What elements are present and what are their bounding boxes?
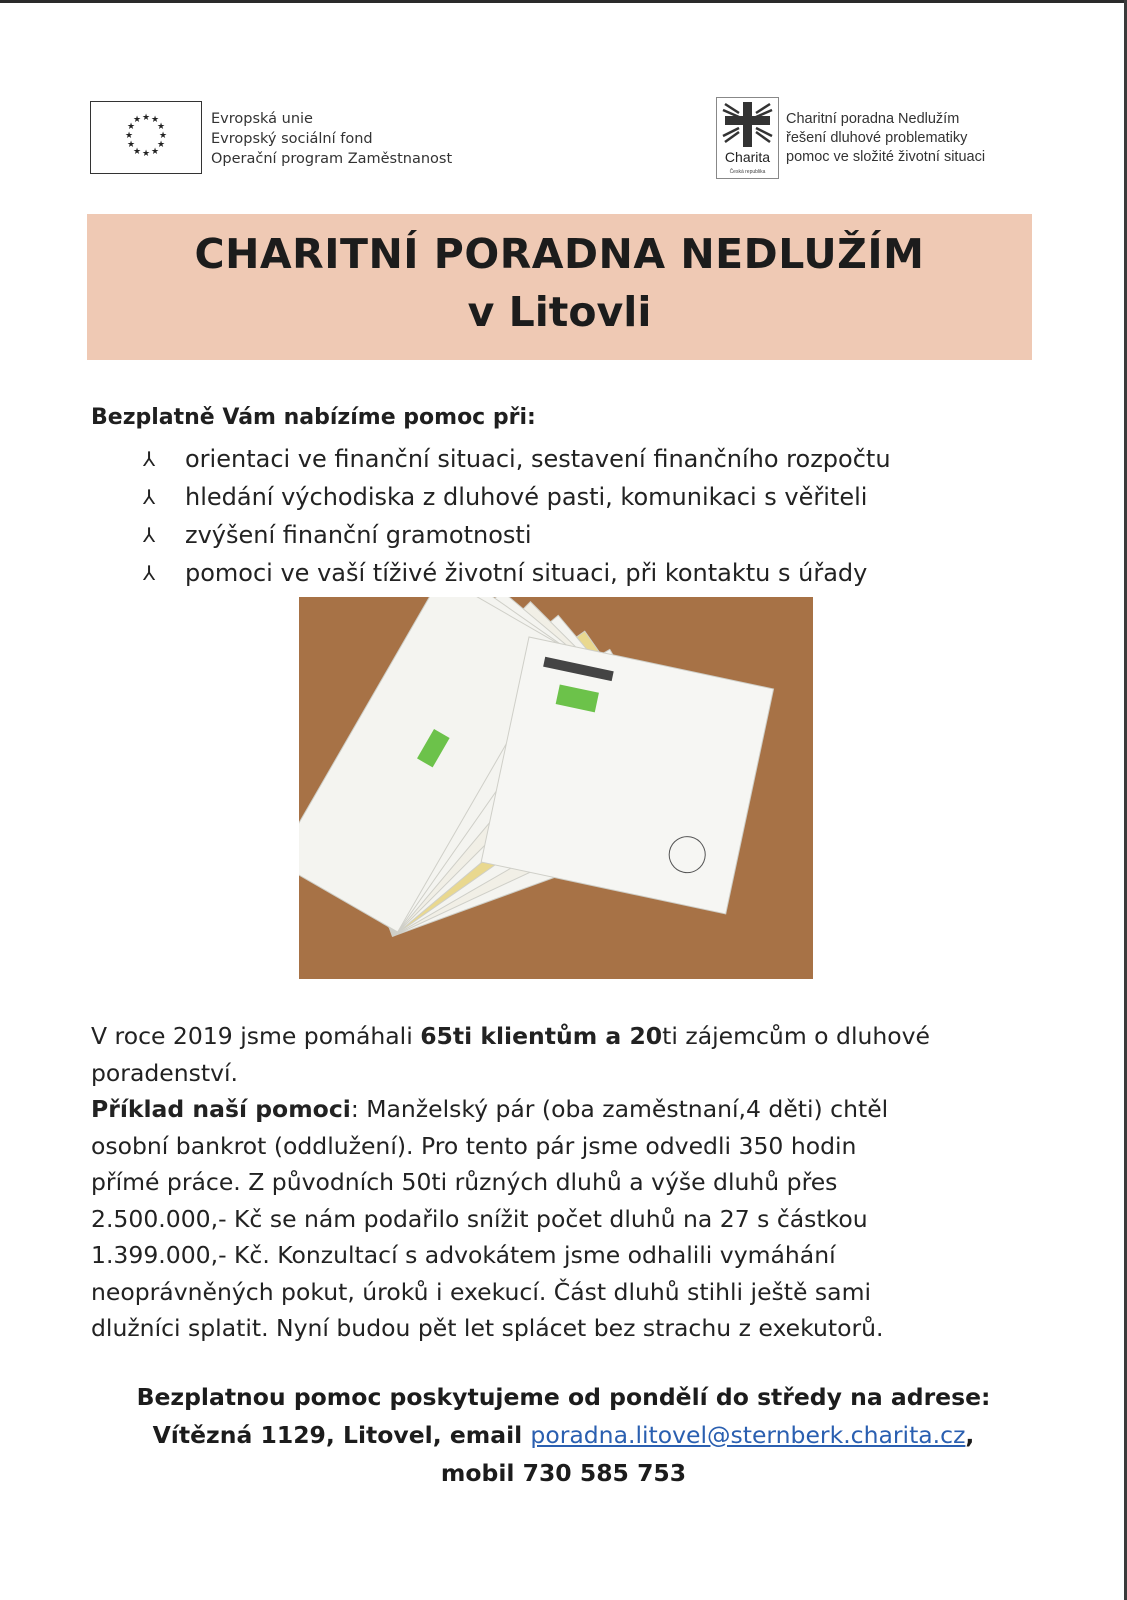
charita-description <box>786 110 985 167</box>
example-text: neoprávněných pokut, úroků i exekucí. Část dluhů stihli ještě sami <box>91 1277 871 1306</box>
svg-text:★: ★ <box>126 140 136 150</box>
eu-flag-logo <box>90 101 202 174</box>
triskelion-bullet-icon: ⅄ <box>143 561 156 585</box>
stats-text: ti zájemcům o dluhové <box>662 1022 931 1050</box>
svg-text:★: ★ <box>124 131 134 141</box>
example-text: 2.500.000,- Kč se nám podařilo snížit počet dluhů na 27 s částkou <box>91 1204 868 1233</box>
svg-text:★: ★ <box>126 122 136 132</box>
eu-line: Evropská unie <box>211 111 313 127</box>
example-text: přímé práce. Z původních 50ti různých dluhů a výše dluhů přes <box>91 1168 838 1196</box>
svg-text:★: ★ <box>156 122 166 132</box>
page-title: CHARITNÍ PORADNA NEDLUŽÍM <box>194 230 925 278</box>
eu-line: Evropský sociální fond <box>211 131 373 147</box>
svg-text:★: ★ <box>132 115 142 125</box>
contact-address <box>0 1416 1127 1454</box>
list-item <box>143 440 891 478</box>
svg-text:★: ★ <box>158 131 168 141</box>
charita-logo-label: Charita <box>724 149 771 165</box>
stats-paragraph <box>91 1018 1031 1091</box>
triskelion-bullet-icon: ⅄ <box>143 523 156 547</box>
charita-cross-icon <box>717 98 778 178</box>
list-item <box>143 554 891 592</box>
svg-text:★: ★ <box>156 140 166 150</box>
svg-text:★: ★ <box>150 115 160 125</box>
envelopes-photo <box>299 597 813 979</box>
list-item-text: orientaci ve finanční situaci, sestavení finančního rozpočtu <box>185 445 891 473</box>
body-text <box>91 1018 1031 1347</box>
example-text: osobní bankrot (oddlužení). Pro tento pár jsme odvedli 350 hodin <box>91 1131 857 1160</box>
email-link[interactable]: poradna.litovel@sternberk.charita.cz <box>530 1421 966 1449</box>
address-text: Vítězná 1129, Litovel, email <box>152 1421 531 1449</box>
title-banner <box>87 214 1032 360</box>
list-item-text: hledání východiska z dluhové pasti, komunikaci s věřiteli <box>185 483 868 511</box>
charita-line: pomoc ve složité životní situaci <box>786 149 986 165</box>
stats-highlight: 65ti klientům a 20 <box>420 1022 663 1050</box>
charita-logo-sublabel: Česká republika <box>729 169 766 175</box>
list-item <box>143 516 891 554</box>
svg-text:★: ★ <box>141 149 151 159</box>
triskelion-bullet-icon: ⅄ <box>143 447 156 471</box>
triskelion-bullet-icon: ⅄ <box>143 485 156 509</box>
list-item <box>143 478 891 516</box>
svg-text:★: ★ <box>141 113 151 123</box>
charita-line: Charitní poradna Nedlužím <box>786 111 960 127</box>
scan-edge-top <box>0 0 1127 3</box>
address-punct: , <box>965 1421 975 1449</box>
contact-phone: mobil 730 585 753 <box>440 1459 687 1487</box>
list-item-text: pomoci ve vaší tíživé životní situaci, při kontaktu s úřady <box>185 559 868 587</box>
benefits-list <box>143 440 891 592</box>
stats-text: poradenství. <box>91 1058 238 1087</box>
list-item-text: zvýšení finanční gramotnosti <box>185 521 532 549</box>
eu-program-text <box>211 109 452 169</box>
eu-stars-icon <box>91 102 201 172</box>
example-text: dlužníci splatit. Nyní budou pět let splácet bez strachu z exekutorů. <box>91 1314 884 1342</box>
contact-hours: Bezplatnou pomoc poskytujeme od pondělí do středy na adrese: <box>136 1383 991 1411</box>
example-text: 1.399.000,- Kč. Konzultací s advokátem jsme odhalili vymáhání <box>91 1241 836 1269</box>
contact-block <box>0 1378 1127 1492</box>
svg-text:★: ★ <box>150 147 160 157</box>
charita-line: řešení dluhové problematiky <box>786 130 968 146</box>
charita-logo <box>716 97 779 179</box>
example-label: Příklad naší pomoci <box>91 1095 351 1123</box>
svg-text:★: ★ <box>132 147 142 157</box>
stats-text: V roce 2019 jsme pomáhali <box>91 1022 421 1050</box>
eu-line: Operační program Zaměstnanost <box>211 151 453 167</box>
example-paragraph <box>91 1091 1031 1347</box>
page-subtitle: v Litovli <box>467 288 652 336</box>
offer-intro: Bezplatně Vám nabízíme pomoc při: <box>91 405 536 430</box>
example-text: : Manželský pár (oba zaměstnaní,4 děti) chtěl <box>350 1095 889 1123</box>
